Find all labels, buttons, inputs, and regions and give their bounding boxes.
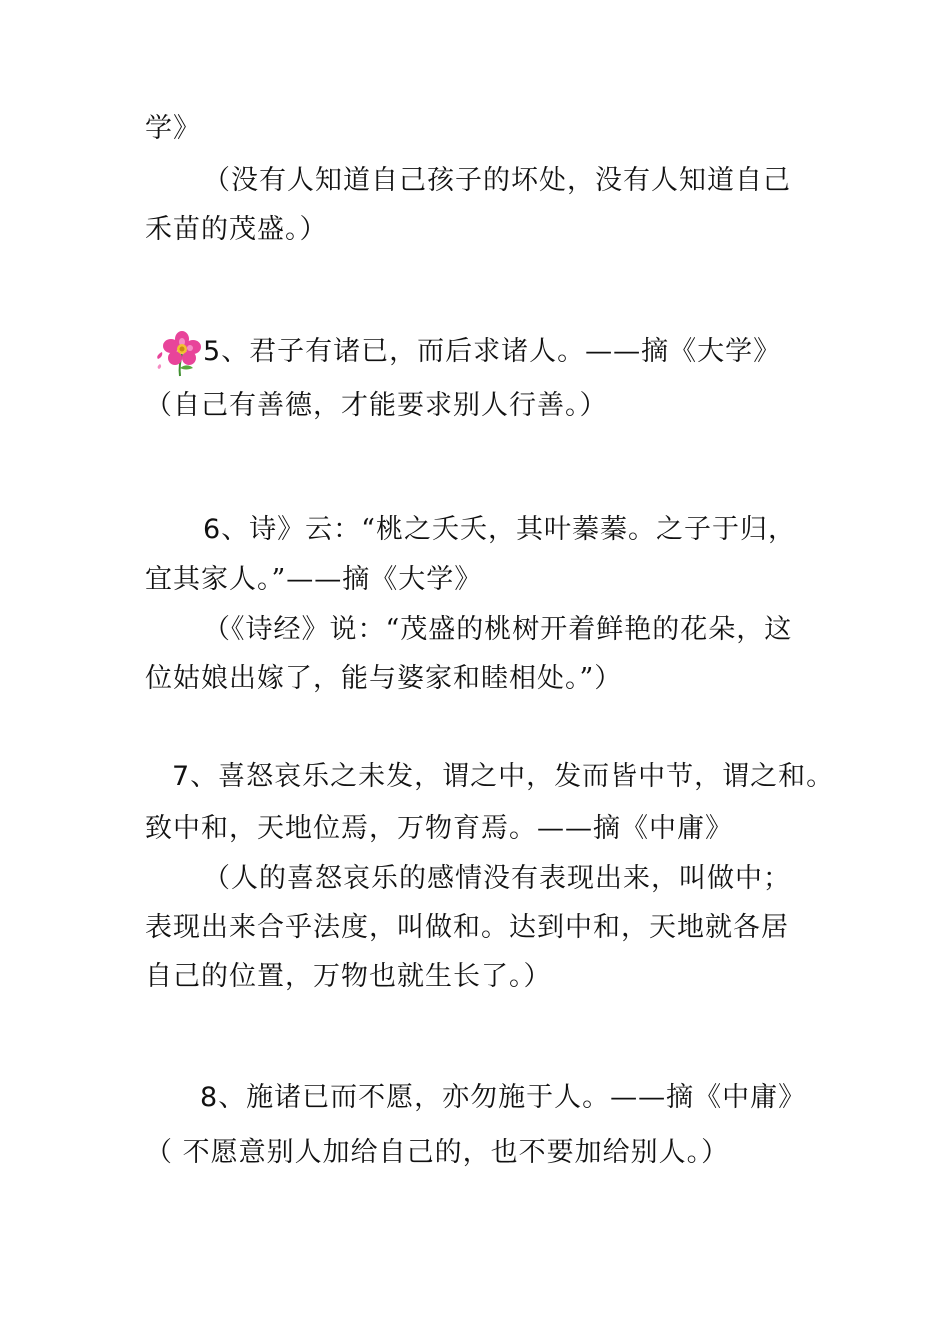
item-7-line-1 — [172, 760, 834, 794]
item-6-line-2: 宜其家人。”——摘《大学》 — [145, 564, 483, 595]
item-7-number: 7 — [172, 761, 191, 792]
item-6-translation-line-2: 位姑娘出嫁了，能与婆家和睦相处。”） — [145, 663, 623, 694]
item-7-line-2: 致中和，天地位焉，万物育焉。——摘《中庸》 — [145, 813, 733, 844]
item-8-line — [200, 1081, 806, 1115]
item-7-translation-line-3: 自己的位置，万物也就生长了。） — [145, 961, 552, 992]
item-5-number: 5 — [203, 336, 222, 367]
item-5-line — [203, 335, 781, 369]
item-8-number: 8 — [200, 1082, 219, 1113]
item-6-translation-line-1: （《诗经》说：“茂盛的桃树开着鲜艳的花朵，这 — [203, 614, 793, 645]
item-5-text: 、君子有诸已，而后求诸人。——摘《大学》 — [221, 336, 782, 367]
item-8-translation: （ 不愿意别人加给自己的，也不要加给别人。） — [145, 1137, 730, 1168]
top-fragment: 学》 — [145, 113, 201, 144]
item-7-translation-line-1: （人的喜怒哀乐的感情没有表现出来，叫做中； — [203, 863, 791, 894]
item-6-number: 6 — [203, 514, 222, 545]
item-7-text: 、喜怒哀乐之未发，谓之中，发而皆中节，谓之和。 — [190, 761, 835, 792]
translation-1-line-1: （没有人知道自己孩子的坏处，没有人知道自己 — [203, 165, 791, 196]
item-6-text: 、诗》云：“桃之夭夭，其叶蓁蓁。之子于归， — [221, 514, 796, 545]
translation-1-line-2: 禾苗的茂盛。） — [145, 214, 328, 245]
pink-flower-icon — [152, 330, 204, 378]
item-5-translation: （自己有善德，才能要求别人行善。） — [145, 390, 608, 421]
item-8-text: 、施诸已而不愿，亦勿施于人。——摘《中庸》 — [218, 1082, 807, 1113]
item-7-translation-line-2: 表现出来合乎法度，叫做和。达到中和，天地就各居 — [145, 912, 789, 943]
item-6-line-1 — [203, 513, 796, 547]
